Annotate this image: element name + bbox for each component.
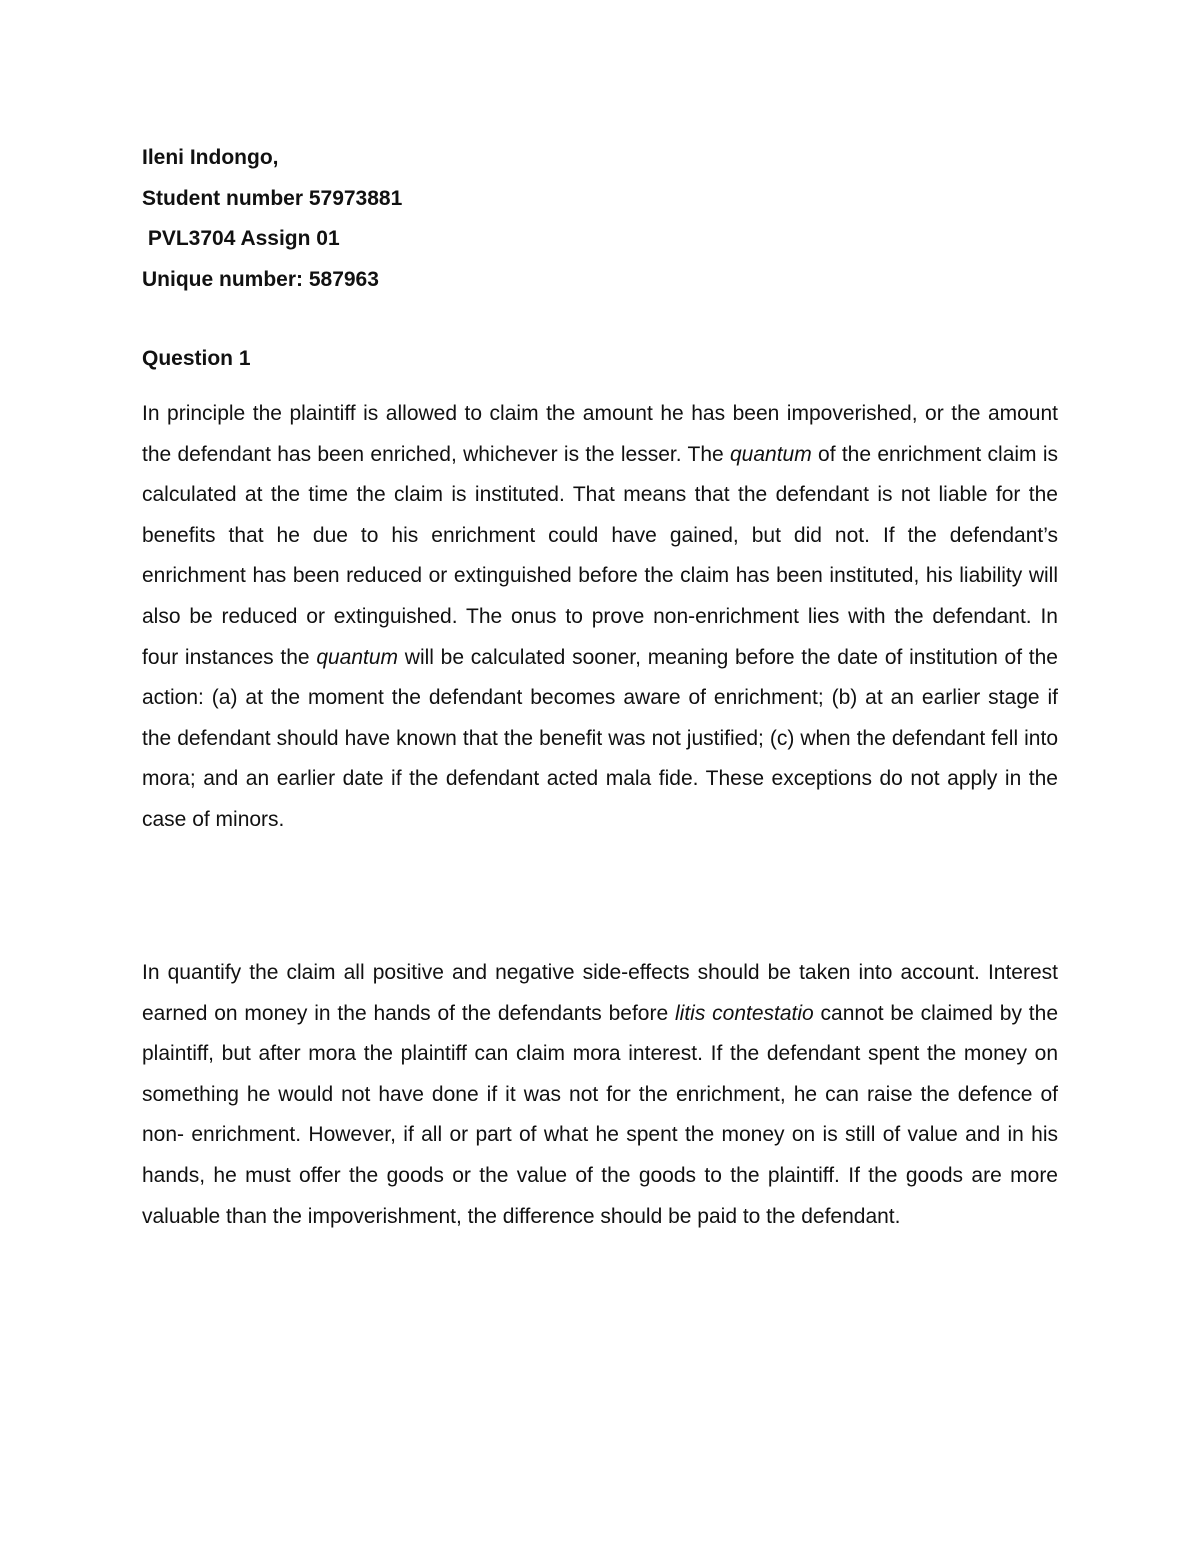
student-name: Ileni Indongo, xyxy=(142,146,279,169)
paragraph-1-italic-quantum-a: quantum xyxy=(730,442,812,466)
student-header xyxy=(142,138,1062,300)
paragraph-2-text-b: cannot be claimed by the plaintiff, but after mora the plaintiff can claim mora interest. If the defendant spent the money on something he would not have done if it was not for the enrichment, he can raise the defence of non- enrichment. However, if all or part of what he spent the money on is still of value and in his hands, he must offer the goods or the value of the goods to the plaintiff. If the goods are more valuable than the impoverishment, the difference should be paid to the defendant. xyxy=(142,1001,1058,1228)
paragraph-2-text-a: In quantify the claim all positive and negative side-effects should be taken into account. Interest earned on money in the hands of the defendants before xyxy=(142,961,1058,1025)
paragraph-1-text-b: of the enrichment claim is calculated at the time the claim is instituted. That means that the defendant is not liable for the benefits that he due to his enrichment could have gained, but did not. If the defendant’s enrichment has been reduced or extinguished before the claim has been instituted, his liability will also be reduced or extinguished. The onus to prove non-enrichment lies with the defendant. In four instances the xyxy=(142,442,1058,669)
student-number: Student number 57973881 xyxy=(142,186,403,210)
answer-paragraph-2 xyxy=(142,953,1058,1237)
assignment-code: PVL3704 Assign 01 xyxy=(142,227,340,250)
paragraph-1-text-c: will be calculated sooner, meaning before the date of institution of the action: (a) at the moment the defendant becomes aware of enrichment; (b) at an earlier stage if the defendant should have known that the benefit was not justified; (c) when the defendant fell into mora; and an earlier date if the defendant acted mala fide. These exceptions do not apply in the case of minors. xyxy=(142,645,1058,831)
answer-paragraph-1 xyxy=(142,394,1058,841)
unique-number: Unique number: 587963 xyxy=(142,267,379,291)
paragraph-1-italic-quantum-b: quantum xyxy=(316,645,399,669)
paragraph-1-text-a: In principle the plaintiff is allowed to claim the amount he has been impoverished, or the amount the defendant has been enriched, whichever is the lesser. The xyxy=(142,402,1058,466)
paragraph-2-italic-litis: litis contestatio xyxy=(674,1001,814,1025)
question-heading: Question 1 xyxy=(142,347,251,370)
